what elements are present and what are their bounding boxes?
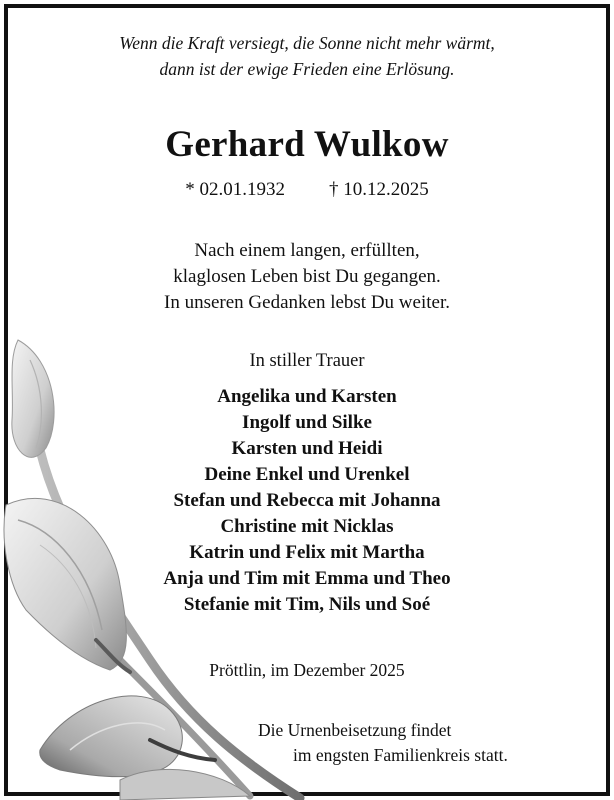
motto-line-1: Wenn die Kraft versiegt, die Sonne nicht mehr wärmt, — [119, 33, 495, 53]
birth-date: * 02.01.1932 — [185, 179, 285, 200]
mourning-intro: In stiller Trauer — [249, 351, 365, 371]
mourner-line: Ingolf und Silke — [242, 412, 372, 433]
mourner-line: Angelika und Karsten — [217, 386, 397, 407]
poem-line-2: klaglosen Leben bist Du gegangen. — [173, 266, 441, 287]
mourner-line: Katrin und Felix mit Martha — [189, 542, 425, 563]
mourner-line: Stefanie mit Tim, Nils und Soé — [183, 594, 431, 615]
mourner-line: Deine Enkel und Urenkel — [204, 464, 410, 485]
mourner-line: Stefan und Rebecca mit Johanna — [173, 490, 441, 511]
mourner-line: Christine mit Nicklas — [220, 516, 394, 537]
poem-line-3: In unseren Gedanken lebst Du weiter. — [164, 292, 450, 313]
deceased-name: Gerhard Wulkow — [165, 124, 449, 165]
poem-line-1: Nach einem langen, erfüllten, — [194, 240, 420, 261]
life-dates — [0, 179, 614, 201]
mourner-line: Anja und Tim mit Emma und Theo — [163, 568, 451, 589]
burial-note-line-2: im engsten Familienkreis statt. — [293, 745, 508, 765]
burial-note-line-1: Die Urnenbeisetzung findet — [258, 720, 452, 740]
mourner-line: Karsten und Heidi — [231, 438, 383, 459]
place-and-date: Pröttlin, im Dezember 2025 — [209, 660, 405, 680]
death-date: † 10.12.2025 — [329, 179, 429, 200]
motto-line-2: dann ist der ewige Frieden eine Erlösung. — [159, 59, 455, 79]
